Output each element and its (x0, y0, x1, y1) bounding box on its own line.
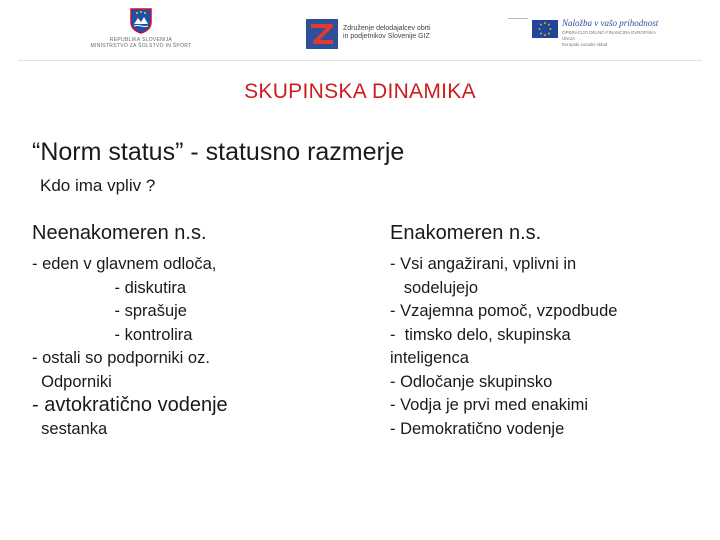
list-item: - Demokratično vodenje (390, 419, 565, 438)
right-column-heading: Enakomeren n.s. (390, 222, 542, 244)
list-item: sodelujejo (390, 278, 479, 297)
ministry-logo-text: REPUBLIKA SLOVENIJA MINISTRSTVO ZA ŠOLSTVO IN ŠPORT (90, 37, 192, 49)
eu-fund-logo (508, 14, 658, 56)
list-item: - ostali so podporniki oz. (32, 349, 210, 367)
list-item: - eden v glavnem odloča, (32, 255, 217, 273)
eu-logo-title: Naložba v vašo prihodnost (562, 18, 659, 28)
slovenia-crest-icon (130, 8, 152, 34)
right-column (390, 222, 710, 441)
list-item: - Odločanje skupinsko (390, 372, 553, 391)
left-column (32, 222, 332, 441)
list-item: - Vodja je prvi med enakimi (390, 396, 589, 414)
slide-title: SKUPINSKA DINAMIKA (244, 80, 476, 103)
list-item: Odporniki (32, 372, 112, 391)
ministry-logo (86, 8, 196, 54)
divider-line (508, 18, 528, 25)
list-item: inteligenca (390, 349, 469, 367)
list-item: - Vsi angažirani, vplivni in (390, 255, 577, 273)
slide-subtitle: “Norm status” - statusno razmerje (32, 138, 405, 166)
association-logo-text: Združenje delodajalcev obrti in podjetnikov Slovenije GIZ (343, 25, 431, 40)
left-column-heading: Neenakomeren n.s. (32, 222, 207, 244)
header-divider (18, 60, 702, 61)
right-column-list (390, 253, 710, 441)
list-item: - sprašuje (32, 302, 187, 320)
list-item: sestanka (32, 419, 108, 438)
association-mark-icon (305, 18, 339, 50)
list-item: - timsko delo, skupinska (390, 325, 571, 344)
list-item: - kontrolira (32, 325, 193, 344)
slide-question: Kdo ima vpliv ? (40, 176, 156, 195)
eu-flag-icon (532, 20, 558, 38)
eu-logo-subtitle: OPERACIJO DELNO FINANCIRA EVROPSKA UNIJA Evropski socialni sklad (562, 30, 656, 47)
association-logo (305, 18, 445, 54)
list-item: - avtokratično vodenje (32, 394, 228, 416)
list-item: - diskutira (32, 278, 187, 297)
left-column-list (32, 253, 332, 441)
list-item: - Vzajemna pomoč, vzpodbude (390, 302, 618, 320)
header-logos (0, 0, 720, 60)
